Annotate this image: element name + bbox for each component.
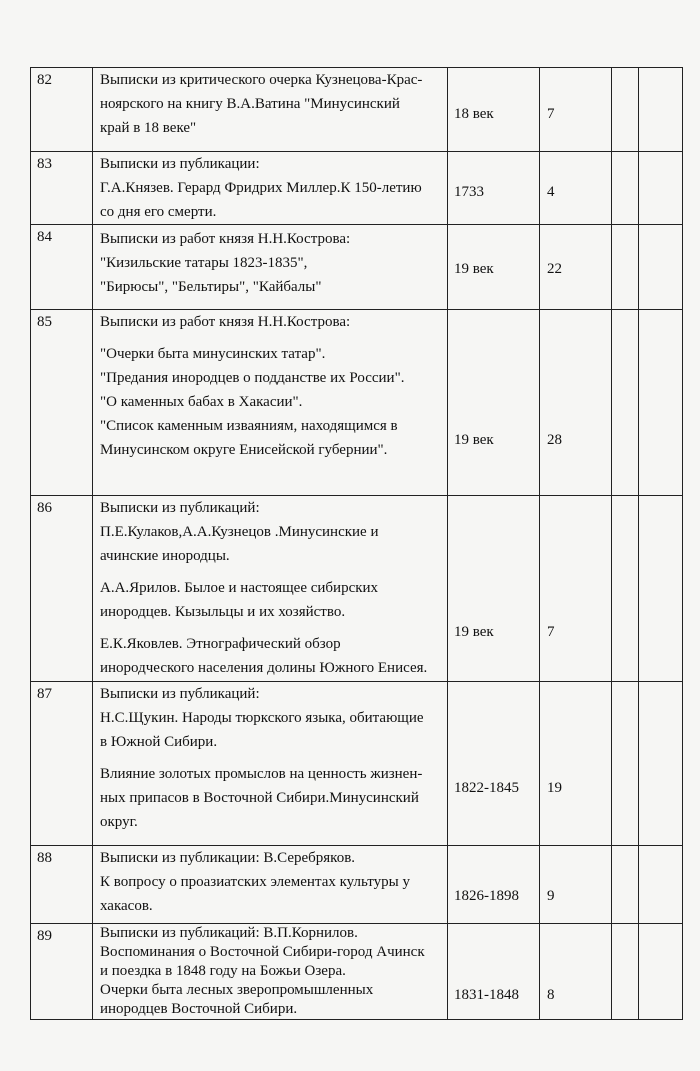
table-row <box>31 682 683 846</box>
empty-cell <box>639 924 683 1020</box>
item-title-line: "О каменных бабах в Хакасии". <box>100 394 303 410</box>
item-date: 1822-1845 <box>454 780 519 796</box>
inventory-table <box>30 67 683 1020</box>
inventory-table-body <box>31 68 683 1020</box>
empty-cell <box>612 68 639 152</box>
item-title-line: "Бирюсы", "Бельтиры", "Кайбалы" <box>100 279 322 295</box>
item-title-cell <box>93 152 448 225</box>
table-row <box>31 152 683 225</box>
line-spacer <box>100 568 443 576</box>
item-date: 1831-1848 <box>454 987 519 1003</box>
empty-cell <box>639 682 683 846</box>
item-title-line: Выписки из работ князя Н.Н.Кострова: <box>100 231 351 247</box>
item-title-line: ноярского на книгу В.А.Ватина "Минусинский <box>100 96 400 112</box>
item-title-line: край в 18 веке" <box>100 120 197 136</box>
item-title-line: "Очерки быта минусинских татар". <box>100 346 326 362</box>
item-title-line: Выписки из работ князя Н.Н.Кострова: <box>100 314 351 330</box>
empty-cell <box>639 310 683 496</box>
line-spacer <box>100 334 443 342</box>
item-date: 18 век <box>454 106 494 122</box>
item-title-line: со дня его смерти. <box>100 204 217 220</box>
empty-cell <box>639 496 683 682</box>
item-title-cell <box>93 68 448 152</box>
item-number: 84 <box>37 229 52 245</box>
item-title-line: К вопросу о проазиатских элементах культуры у <box>100 874 410 890</box>
item-number-cell <box>31 310 93 496</box>
item-title-line: инородцев Восточной Сибири. <box>100 1001 298 1017</box>
item-sheet-count: 28 <box>547 432 562 448</box>
item-number-cell <box>31 68 93 152</box>
item-number-cell <box>31 924 93 1020</box>
item-sheets-cell <box>540 152 612 225</box>
item-date-cell <box>448 496 540 682</box>
item-number-cell <box>31 496 93 682</box>
empty-cell <box>639 68 683 152</box>
item-sheets-cell <box>540 496 612 682</box>
item-title-line: Е.К.Яковлев. Этнографический обзор <box>100 636 341 652</box>
table-row <box>31 225 683 310</box>
table-row <box>31 310 683 496</box>
item-sheet-count: 7 <box>547 106 555 122</box>
item-number: 82 <box>37 72 52 88</box>
item-number-cell <box>31 682 93 846</box>
item-date-cell <box>448 310 540 496</box>
item-title-cell <box>93 496 448 682</box>
item-number-cell <box>31 152 93 225</box>
item-title-line: Очерки быта лесных зверопромышленных <box>100 982 374 998</box>
empty-cell <box>639 152 683 225</box>
item-date: 1733 <box>454 184 484 200</box>
item-title-line: округ. <box>100 814 138 830</box>
item-title-cell <box>93 682 448 846</box>
empty-cell <box>639 225 683 310</box>
item-number: 83 <box>37 156 52 172</box>
item-sheets-cell <box>540 846 612 924</box>
empty-cell <box>612 310 639 496</box>
item-title-line: Влияние золотых промыслов на ценность жизнен- <box>100 766 423 782</box>
item-title-line: "Предания инородцев о подданстве их России". <box>100 370 405 386</box>
item-number: 86 <box>37 500 52 516</box>
item-sheets-cell <box>540 924 612 1020</box>
item-sheet-count: 4 <box>547 184 555 200</box>
item-date-cell <box>448 924 540 1020</box>
item-sheet-count: 22 <box>547 261 562 277</box>
item-title-cell <box>93 846 448 924</box>
line-spacer <box>100 754 443 762</box>
item-title-line: ных припасов в Восточной Сибири.Минусинский <box>100 790 419 806</box>
empty-cell <box>612 225 639 310</box>
line-spacer <box>100 624 443 632</box>
table-row <box>31 846 683 924</box>
item-title-cell <box>93 225 448 310</box>
table-row <box>31 924 683 1020</box>
item-title-line: Н.С.Щукин. Народы тюркского языка, обитающие <box>100 710 424 726</box>
item-date-cell <box>448 68 540 152</box>
item-date: 19 век <box>454 432 494 448</box>
item-date-cell <box>448 846 540 924</box>
item-number: 89 <box>37 928 52 944</box>
empty-cell <box>612 152 639 225</box>
item-title-line: Выписки из публикации: В.Серебряков. <box>100 850 356 866</box>
item-date-cell <box>448 225 540 310</box>
item-date-cell <box>448 152 540 225</box>
item-title-line: инородцев. Кызыльцы и их хозяйство. <box>100 604 346 620</box>
item-title-line: Воспоминания о Восточной Сибири-город Ачинск <box>100 944 425 960</box>
item-title-line: и поездка в 1848 году на Божьи Озера. <box>100 963 346 979</box>
item-title-cell <box>93 924 448 1020</box>
item-sheet-count: 7 <box>547 624 555 640</box>
item-date: 1826-1898 <box>454 888 519 904</box>
item-title-line: ачинские инородцы. <box>100 548 230 564</box>
item-sheets-cell <box>540 68 612 152</box>
item-title-line: в Южной Сибири. <box>100 734 218 750</box>
item-title-line: Выписки из публикации: <box>100 156 260 172</box>
item-date-cell <box>448 682 540 846</box>
empty-cell <box>612 682 639 846</box>
item-sheets-cell <box>540 310 612 496</box>
empty-cell <box>612 846 639 924</box>
item-title-line: "Список каменным изваяниям, находящимся в <box>100 418 398 434</box>
empty-cell <box>612 496 639 682</box>
item-sheet-count: 9 <box>547 888 555 904</box>
item-title-line: Выписки из публикаций: <box>100 686 260 702</box>
item-title-line: хакасов. <box>100 898 153 914</box>
item-sheet-count: 8 <box>547 987 555 1003</box>
table-row <box>31 496 683 682</box>
item-title-line: "Кизильские татары 1823-1835", <box>100 255 308 271</box>
item-date: 19 век <box>454 261 494 277</box>
item-title-line: Выписки из критического очерка Кузнецова-Крас- <box>100 72 423 88</box>
item-number: 87 <box>37 686 52 702</box>
item-title-line: Г.А.Князев. Герард Фридрих Миллер.К 150-летию <box>100 180 422 196</box>
item-sheets-cell <box>540 682 612 846</box>
item-number: 85 <box>37 314 52 330</box>
empty-cell <box>612 924 639 1020</box>
item-title-line: Минусинском округе Енисейской губернии". <box>100 442 388 458</box>
item-title-line: инородческого населения долины Южного Енисея. <box>100 660 428 676</box>
item-title-line: П.Е.Кулаков,А.А.Кузнецов .Минусинские и <box>100 524 379 540</box>
item-number-cell <box>31 846 93 924</box>
empty-cell <box>639 846 683 924</box>
item-number: 88 <box>37 850 52 866</box>
item-title-line: А.А.Ярилов. Былое и настоящее сибирских <box>100 580 379 596</box>
item-date: 19 век <box>454 624 494 640</box>
item-title-line: Выписки из публикаций: В.П.Корнилов. <box>100 925 358 941</box>
table-row <box>31 68 683 152</box>
item-sheets-cell <box>540 225 612 310</box>
item-number-cell <box>31 225 93 310</box>
item-title-cell <box>93 310 448 496</box>
item-sheet-count: 19 <box>547 780 562 796</box>
item-title-line: Выписки из публикаций: <box>100 500 260 516</box>
